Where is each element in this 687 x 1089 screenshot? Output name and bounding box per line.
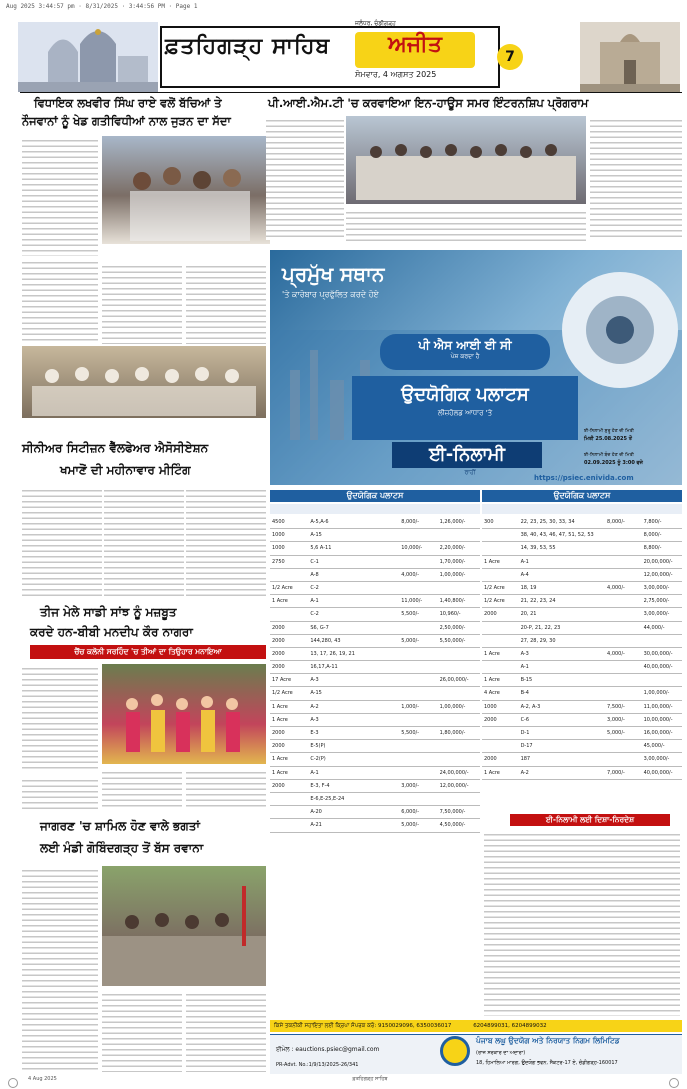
article-3-photo — [22, 346, 266, 418]
table-cell-price: 4,000/- — [401, 571, 420, 578]
table-cell-size: 1 Acre — [484, 650, 500, 657]
table-cell-total: 8,800/- — [643, 545, 662, 552]
table-row — [482, 727, 682, 740]
table-cell-size: 1 Acre — [272, 716, 288, 723]
ad-offer-auction: ਈ-ਨਿਲਾਮੀ — [392, 442, 542, 468]
article-4-strap: ਚੈਂਚ ਕਲੋਨੀ ਸਰਹਿੰਦ 'ਚ ਤੀਆਂ ਦਾ ਤਿਉਹਾਰ ਮਨਾਇਆ — [30, 645, 266, 659]
table-cell-price: 11,000/- — [401, 598, 423, 605]
table-cell-total — [438, 714, 480, 726]
table-cell-price — [399, 687, 437, 699]
ad-start-date: ਮਿਤੀ 25.08.2025 ਤੋਂ — [584, 436, 632, 442]
table-row — [270, 819, 480, 832]
ad-phone-line: ਕਿਸੇ ਤਕਨੀਕੀ ਸਹਾਇਤਾ ਲਈ ਕ੍ਰਿਪਾ ਸੰਪਰਕ ਕਰੋ: 9150029096, 6350036017 — [274, 1023, 452, 1029]
table-cell-total — [438, 793, 480, 805]
table-row — [482, 635, 682, 648]
table-cell-price: 4,000/- — [607, 650, 625, 657]
edition-date: ਸੋਮਵਾਰ, 4 ਅਗਸਤ 2025 — [355, 70, 437, 79]
table-cell-plots: A-1 — [310, 598, 319, 605]
article-4-headline-line-2: ਕਰਦੇ ਹਨ-ਬੀਬੀ ਮਨਦੀਪ ਕੌਰ ਨਾਗਰਾ — [30, 625, 193, 639]
table-cell-plots: 20, 21 — [520, 611, 537, 618]
registration-mark-icon — [669, 1078, 679, 1088]
header-rule — [20, 92, 682, 93]
article-4-headline-line-1: ਤੀਜ ਮੇਲੇ ਸਾਡੀ ਸਾਂਝ ਨੂੰ ਮਜ਼ਬੂਤ — [40, 605, 177, 619]
article-5-headline-line-2: ਲਈ ਮੰਡੀ ਗੋਬਿੰਦਗੜ੍ਹ ਤੋਂ ਬੱਸ ਰਵਾਨਾ — [40, 841, 204, 855]
ad-table-right-title: ਉਦਯੋਗਿਕ ਪਲਾਟਸ — [482, 490, 682, 502]
page-number: 7 — [497, 44, 523, 70]
gurdwara-photo — [18, 22, 158, 92]
table-cell-size — [482, 569, 519, 581]
table-row — [270, 622, 480, 635]
table-cell-size: 4500 — [272, 519, 285, 525]
table-cell-plots: 27, 28, 29, 30 — [520, 637, 556, 644]
article-1-text-col-1 — [22, 136, 98, 256]
table-cell-price: 3,000/- — [401, 782, 420, 789]
table-cell-plots: A-2 — [310, 703, 319, 710]
table-cell-plots: A-1 — [310, 769, 319, 776]
table-cell-size: 2000 — [272, 664, 285, 671]
ad-org-badge — [380, 334, 550, 370]
table-cell-plots: A-3 — [310, 716, 319, 723]
table-cell-total: 26,00,000/- — [439, 677, 469, 684]
ad-advt-number: PR-Advt. No.:1/9/13/2025-26/341 — [276, 1062, 359, 1068]
table-cell-total: 1,00,000/- — [643, 690, 670, 697]
table-cell-plots: 21, 22, 23, 24 — [520, 598, 556, 605]
table-cell-total: 12,00,000/- — [439, 782, 469, 789]
table-cell-plots: S6, G-7 — [310, 624, 329, 631]
table-row — [482, 648, 682, 661]
table-cell-plots: 5,6 A-11 — [310, 545, 332, 552]
table-cell-plots: C-2(P) — [310, 756, 326, 763]
table-cell-size: 1 Acre — [272, 598, 288, 605]
table-cell-total — [642, 635, 682, 647]
table-cell-total: 44,000/- — [643, 624, 665, 631]
table-cell-total: 10,960/- — [439, 611, 461, 618]
article-1-text-col-4 — [22, 258, 98, 344]
ad-start-label: ਈ-ਨਿਲਾਮੀ ਸ਼ੁਰੂ ਹੋਣ ਦੀ ਮਿਤੀ — [584, 429, 634, 434]
ad-offer-block — [352, 376, 578, 440]
ad-table-right-header — [482, 504, 682, 514]
table-cell-plots: 187 — [520, 756, 531, 763]
table-cell-plots: E-3 — [310, 730, 319, 736]
table-row — [482, 701, 682, 714]
ad-phone-line-2: 6204899031, 6204899032 — [473, 1023, 547, 1029]
table-row — [482, 687, 682, 700]
table-cell-total: 12,00,000/- — [643, 571, 673, 578]
ad-hero-title: ਪ੍ਰਮੁੱਖ ਸਥਾਨ — [282, 262, 385, 286]
table-cell-total: 7,800/- — [643, 519, 662, 525]
article-3-headline-line-2: ਖਮਾਣੋਂ ਦੀ ਮਹੀਨਾਵਾਰ ਮੀਟਿੰਗ — [60, 463, 191, 477]
table-row — [270, 674, 480, 687]
table-cell-price — [399, 767, 437, 779]
ad-instructions-title: ਈ-ਨਿਲਾਮੀ ਲਈ ਦਿਸ਼ਾ-ਨਿਰਦੇਸ਼ — [510, 814, 670, 826]
table-cell-plots: A-8 — [310, 571, 319, 578]
edition-title: ਫ਼ਤਹਿਗੜ੍ਹ ਸਾਹਿਬ — [165, 34, 331, 59]
article-3-text-col-3 — [186, 486, 266, 598]
table-row — [270, 542, 480, 555]
article-2-text-col-3 — [346, 208, 586, 244]
table-row — [482, 608, 682, 621]
table-cell-price: 3,000/- — [607, 716, 625, 723]
table-cell-plots: E-3, F-4 — [310, 782, 330, 789]
table-cell-size — [270, 793, 308, 805]
table-cell-plots: E-5(P) — [310, 743, 326, 750]
footer-date: 4 Aug 2025 — [28, 1076, 57, 1082]
table-cell-plots: A-21 — [310, 822, 322, 829]
table-row — [482, 516, 682, 529]
table-cell-size: 1000 — [272, 532, 285, 539]
article-1-photo — [102, 136, 270, 244]
ad-hero-subtitle: 'ਤੇ ਕਾਰੋਬਾਰ ਪ੍ਰਫੁੱਲਿਤ ਕਰਦੇ ਹੋਏ — [282, 290, 379, 299]
table-row — [482, 740, 682, 753]
table-cell-total: 3,00,000/- — [643, 611, 670, 618]
table-cell-size: 1/2 Acre — [272, 584, 293, 591]
table-cell-total: 10,00,000/- — [643, 716, 673, 723]
table-cell-plots: 22, 23, 25, 30, 33, 34 — [520, 519, 575, 525]
table-cell-price — [605, 753, 642, 765]
table-row — [270, 767, 480, 780]
table-cell-size — [270, 806, 308, 818]
table-cell-price — [399, 582, 437, 594]
table-row — [270, 740, 480, 753]
table-row — [270, 648, 480, 661]
table-row — [270, 806, 480, 819]
table-cell-price: 4,000/- — [607, 584, 625, 591]
table-cell-price — [399, 622, 437, 634]
table-cell-price — [605, 674, 642, 686]
table-cell-total: 40,00,000/- — [643, 769, 673, 776]
table-cell-plots: A-1 — [520, 664, 529, 671]
table-cell-plots: D-17 — [520, 743, 533, 750]
table-cell-size: 1/2 Acre — [484, 584, 505, 591]
table-cell-size: 1000 — [484, 703, 497, 710]
table-cell-plots: B-15 — [520, 677, 533, 684]
table-cell-price: 5,000/- — [401, 637, 420, 644]
table-cell-price: 5,000/- — [607, 730, 625, 736]
monument-photo — [580, 22, 680, 92]
table-cell-plots: A-3 — [520, 650, 529, 657]
table-cell-total: 1,70,000/- — [439, 558, 466, 565]
table-row — [270, 582, 480, 595]
table-cell-plots: B-4 — [520, 690, 529, 697]
table-cell-size — [482, 529, 519, 541]
table-row — [270, 714, 480, 727]
psiec-logo-icon — [440, 1036, 470, 1066]
article-3-headline-line-1: ਸੀਨੀਅਰ ਸਿਟੀਜ਼ਨ ਵੈੱਲਫੇਅਰ ਐਸੋਸੀਏਸ਼ਨ — [22, 441, 209, 455]
table-cell-price — [605, 556, 642, 568]
table-cell-size — [482, 622, 519, 634]
table-cell-size — [482, 635, 519, 647]
table-cell-price — [399, 740, 437, 752]
article-3-text-col-1 — [22, 486, 102, 598]
table-cell-size — [482, 740, 519, 752]
article-1-headline-line-2: ਨੌਜਵਾਨਾਂ ਨੂੰ ਖੇਡ ਗਤੀਵਿਧੀਆਂ ਨਾਲ ਜੁੜਨ ਦਾ ਸੱਦਾ — [22, 114, 231, 128]
table-cell-total: 20,00,000/- — [643, 558, 673, 565]
table-cell-plots: C-2 — [310, 584, 319, 591]
table-cell-size — [270, 819, 308, 831]
article-4-text-col-3 — [186, 768, 266, 810]
article-1-headline-line-1: ਵਿਧਾਇਕ ਲਖਵੀਰ ਸਿੰਘ ਰਾਏ ਵਲੋਂ ਬੱਚਿਆਂ ਤੇ — [34, 96, 222, 110]
table-row — [482, 582, 682, 595]
table-cell-total: 1,00,000/- — [439, 703, 466, 710]
table-cell-size: 1 Acre — [484, 769, 500, 776]
table-cell-plots: A-15 — [310, 690, 322, 697]
table-cell-total — [438, 753, 480, 765]
table-cell-total: 24,00,000/- — [439, 769, 469, 776]
table-cell-total: 30,00,000/- — [643, 650, 673, 657]
table-row — [270, 687, 480, 700]
table-cell-total — [438, 740, 480, 752]
article-1-text-col-3 — [186, 262, 266, 344]
table-cell-price: 7,500/- — [607, 703, 625, 710]
ad-org-short: ਪੀ ਐਸ ਆਈ ਈ ਸੀ — [418, 338, 512, 352]
table-row — [270, 608, 480, 621]
table-cell-size: 2000 — [272, 782, 285, 789]
table-cell-price — [399, 674, 437, 686]
table-cell-price — [605, 687, 642, 699]
table-cell-total — [438, 661, 480, 673]
article-5-text-col-1 — [22, 866, 98, 1072]
table-cell-price: 10,000/- — [401, 545, 423, 552]
table-cell-size: 1 Acre — [272, 756, 288, 763]
ad-table-left — [270, 516, 480, 829]
table-cell-plots: 13, 17, 26, 19, 21 — [310, 650, 355, 657]
footer-edition: ਫ਼ਤਹਿਗੜ੍ਹ ਸਾਹਿਬ — [352, 1076, 388, 1082]
ad-org-note: (ਰਾਜ ਸਰਕਾਰ ਦਾ ਅਦਾਰਾ) — [476, 1050, 526, 1056]
table-cell-size: 4 Acre — [484, 690, 500, 697]
ad-table-right — [482, 516, 682, 776]
table-cell-size: 2000 — [272, 624, 285, 631]
table-cell-size: 300 — [484, 519, 494, 525]
article-4-text-col-1 — [22, 664, 98, 772]
article-5-headline-line-1: ਜਾਗਰਣ 'ਚ ਸ਼ਾਮਿਲ ਹੋਣ ਵਾਲੇ ਭਗਤਾਂ — [40, 819, 200, 833]
ad-table-left-header — [270, 504, 480, 514]
table-row — [270, 701, 480, 714]
table-cell-size — [482, 661, 519, 673]
table-cell-price: 5,000/- — [401, 822, 420, 829]
table-row — [482, 595, 682, 608]
table-cell-price — [605, 635, 642, 647]
table-row — [482, 661, 682, 674]
table-cell-size — [482, 727, 519, 739]
table-cell-total: 1,00,000/- — [439, 571, 466, 578]
table-cell-total: 1,40,800/- — [439, 598, 466, 605]
table-cell-price — [399, 529, 437, 541]
table-cell-size: 2000 — [484, 756, 497, 763]
ad-org-name: ਪੰਜਾਬ ਲਘੂ ਉਦਯੋਗ ਅਤੇ ਨਿਰਯਾਤ ਨਿਗਮ ਲਿਮਿਟਿਡ — [476, 1036, 620, 1045]
table-cell-total: 3,00,000/- — [643, 756, 670, 763]
table-cell-size: 1/2 Acre — [272, 690, 293, 697]
table-row — [482, 529, 682, 542]
table-cell-size: 1000 — [272, 545, 285, 552]
table-cell-price — [605, 740, 642, 752]
table-cell-size: 1/2 Acre — [484, 598, 505, 605]
table-cell-price: 6,000/- — [401, 809, 420, 816]
article-4-photo — [102, 664, 266, 764]
table-cell-total: 2,75,000/- — [643, 598, 670, 605]
table-cell-total — [438, 648, 480, 660]
table-cell-plots: A-1 — [520, 558, 529, 565]
table-cell-total — [642, 674, 682, 686]
table-cell-total — [438, 687, 480, 699]
ad-end-date: 02.09.2025 ਨੂੰ 3:00 ਵਜੇ — [584, 460, 643, 466]
table-cell-price — [605, 622, 642, 634]
table-row — [482, 674, 682, 687]
table-cell-price — [399, 753, 437, 765]
table-cell-size: 2000 — [272, 730, 285, 736]
table-cell-total: 16,00,000/- — [643, 730, 673, 736]
table-cell-size: 1 Acre — [484, 558, 500, 565]
table-row — [482, 753, 682, 766]
table-cell-total: 8,000/- — [643, 532, 662, 539]
ad-end-label: ਈ-ਨਿਲਾਮੀ ਬੰਦ ਹੋਣ ਦੀ ਮਿਤੀ — [584, 453, 634, 458]
table-row — [270, 780, 480, 793]
table-cell-size: 1 Acre — [272, 769, 288, 776]
table-cell-total: 11,00,000/- — [643, 703, 673, 710]
table-cell-plots: C-1 — [310, 558, 319, 565]
table-cell-size: 2000 — [484, 716, 497, 723]
table-row — [270, 569, 480, 582]
table-cell-size: 17 Acre — [272, 677, 292, 684]
table-cell-price — [399, 648, 437, 660]
table-row — [270, 661, 480, 674]
table-cell-size: 2000 — [272, 637, 285, 644]
table-cell-plots: A-2, A-3 — [520, 703, 541, 710]
table-cell-price — [399, 793, 437, 805]
table-cell-plots: A-20 — [310, 809, 322, 816]
table-cell-size: 2000 — [272, 650, 285, 657]
table-cell-plots: 20-P, 21, 22, 23 — [520, 624, 561, 631]
table-row — [482, 569, 682, 582]
table-cell-size: 1 Acre — [272, 703, 288, 710]
ad-offer-plots: ਉਦਯੋਗਿਕ ਪਲਾਟਸ — [401, 384, 529, 405]
table-cell-price — [605, 608, 642, 620]
ad-contact-strip — [270, 1020, 682, 1032]
table-cell-total — [438, 529, 480, 541]
table-cell-price — [605, 529, 642, 541]
table-row — [270, 556, 480, 569]
table-cell-total: 1,26,000/- — [439, 519, 466, 525]
table-cell-plots: 14, 39, 53, 55 — [520, 545, 556, 552]
article-1-text-col-2 — [102, 262, 182, 344]
table-cell-price — [399, 714, 437, 726]
table-cell-plots: E-6,E-25,E-24 — [310, 795, 345, 802]
masthead-logo: ਅਜੀਤ — [355, 32, 475, 68]
ad-offer-through: ਰਾਹੀਂ — [464, 469, 476, 476]
article-2-text-col-1 — [266, 116, 344, 240]
table-cell-price: 5,500/- — [401, 730, 420, 736]
table-cell-price — [605, 661, 642, 673]
article-5-text-col-2 — [102, 990, 182, 1072]
table-row — [270, 529, 480, 542]
table-cell-price — [605, 595, 642, 607]
article-5-photo — [102, 866, 266, 986]
table-row — [482, 556, 682, 569]
table-row — [270, 635, 480, 648]
table-cell-plots: D-1 — [520, 730, 530, 736]
ad-instructions-text — [484, 830, 680, 1016]
table-cell-total — [438, 582, 480, 594]
table-cell-size: 2000 — [484, 611, 497, 618]
article-4-text-col-2 — [102, 768, 182, 810]
table-row — [270, 793, 480, 806]
table-cell-size — [270, 608, 308, 620]
table-cell-plots: C-2 — [310, 611, 319, 618]
table-cell-total: 40,00,000/- — [643, 664, 673, 671]
ad-org-sub: ਪੇਸ਼ ਕਰਦਾ ਹੈ — [450, 353, 480, 360]
table-cell-size: 2000 — [272, 743, 285, 750]
table-cell-size — [482, 542, 519, 554]
table-row — [482, 622, 682, 635]
table-cell-total: 1,80,000/- — [439, 730, 466, 736]
table-row — [270, 516, 480, 529]
table-cell-plots: 144,280, 43 — [310, 637, 341, 644]
table-cell-price: 5,500/- — [401, 611, 420, 618]
print-slug: Aug 2025 3:44:57 pm · 8/31/2025 · 3:44:56 PM · Page 1 — [6, 3, 198, 10]
table-cell-plots: 18, 19 — [520, 584, 537, 591]
article-2-text-col-2 — [590, 116, 682, 240]
table-cell-price — [399, 661, 437, 673]
table-cell-plots: A-4 — [520, 571, 529, 578]
table-row — [482, 767, 682, 780]
table-cell-size: 1 Acre — [484, 677, 500, 684]
article-5-text-col-3 — [186, 990, 266, 1072]
table-cell-total: 2,20,000/- — [439, 545, 466, 552]
ad-table-left-title: ਉਦਯੋਗਿਕ ਪਲਾਟਸ — [270, 490, 480, 502]
registration-mark-icon — [8, 1078, 18, 1088]
table-cell-price — [605, 542, 642, 554]
table-row — [270, 595, 480, 608]
edition-place: ਜਲੰਧਰ, ਚੰਡੀਗੜ੍ਹ — [355, 20, 396, 27]
table-cell-total: 5,50,000/- — [439, 637, 466, 644]
table-cell-price: 8,000/- — [401, 519, 420, 525]
table-cell-total: 3,00,000/- — [643, 584, 670, 591]
article-4-text-col-4 — [22, 776, 98, 810]
table-cell-price: 1,000/- — [401, 703, 420, 710]
article-2-photo — [346, 116, 586, 204]
ad-website-link[interactable]: https://psiec.enivida.com — [534, 474, 634, 482]
ad-org-address: 18, ਹਿਮਾਲਿਆ ਮਾਰਗ, ਉਦਯੋਗ ਭਵਨ, ਸੈਕਟਰ-17 ਏ, ਚੰਡੀਗੜ੍ਹ-160017 — [476, 1060, 618, 1066]
table-cell-plots: C-6 — [520, 716, 530, 723]
table-cell-price: 7,000/- — [607, 769, 625, 776]
table-cell-total: 45,000/- — [643, 743, 665, 750]
table-cell-total: 7,50,000/- — [439, 809, 466, 816]
table-cell-price: 8,000/- — [607, 519, 625, 525]
table-cell-size: 2750 — [272, 558, 285, 565]
table-row — [270, 753, 480, 766]
table-cell-price — [605, 569, 642, 581]
table-row — [482, 542, 682, 555]
article-2-headline: ਪੀ.ਆਈ.ਐਮ.ਟੀ 'ਚ ਕਰਵਾਇਆ ਇਨ-ਹਾਊਸ ਸਮਰ ਇੰਟਰਨਸ਼ਿਪ ਪ੍ਰੋਗਰਾਮ — [268, 96, 589, 110]
table-cell-plots: A-15 — [310, 532, 322, 539]
table-row — [270, 727, 480, 740]
table-row — [482, 714, 682, 727]
table-cell-total: 2,50,000/- — [439, 624, 466, 631]
table-cell-plots: 38, 40, 43, 46, 47, 51, 52, 53 — [520, 532, 594, 539]
table-cell-price — [399, 556, 437, 568]
table-cell-size — [270, 569, 308, 581]
table-cell-total: 4,50,000/- — [439, 822, 466, 829]
ad-offer-lease: ਲੀਜ਼ਹੋਲਡ ਆਧਾਰ 'ਤੇ — [437, 409, 493, 417]
article-3-text-col-2 — [104, 486, 184, 598]
table-cell-plots: A-3 — [310, 677, 319, 684]
ad-email[interactable]: ਈਮੇਲ : eauctions.psiec@gmail.com — [276, 1046, 380, 1053]
table-cell-plots: 16,17,A-11 — [310, 664, 338, 671]
table-cell-plots: A-2 — [520, 769, 529, 776]
table-cell-plots: A-5,A-6 — [310, 519, 329, 525]
